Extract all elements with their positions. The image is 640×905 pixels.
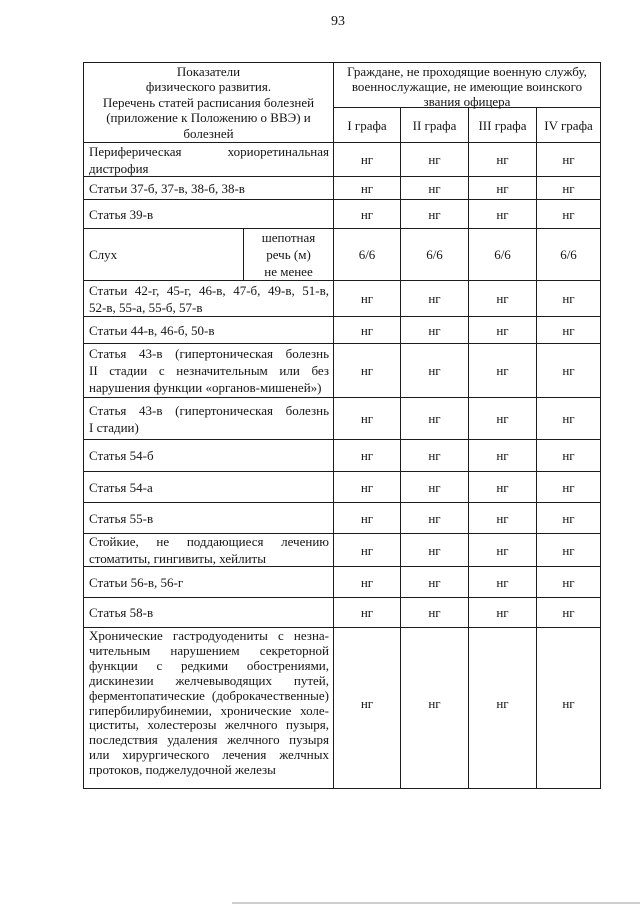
row-indicator-line: дистрофия: [89, 160, 149, 176]
row-indicator-line: Статьи 42-г, 45-г, 46-в, 47-б, 49-в, 51-в,: [89, 282, 329, 298]
row-indicator-line: Стойкие, не поддающиеся лечению: [89, 534, 329, 549]
row-value-grafa-2: нг: [401, 534, 469, 567]
table-row: [84, 200, 601, 229]
row-value-grafa-4: нг: [537, 398, 601, 440]
row-value-grafa-1: нг: [334, 398, 401, 440]
header-indicators-line: (приложение к Положению о ВВЭ) и: [106, 110, 311, 126]
table-row: [84, 317, 601, 344]
row-indicator-condition-line: речь (м): [266, 247, 311, 262]
table-row: [84, 628, 601, 789]
row-indicator: [84, 281, 334, 317]
row-value-grafa-3: нг: [469, 177, 537, 200]
row-indicator-line: протоков, поджелудочной железы: [89, 762, 276, 778]
row-value-grafa-3: нг: [469, 534, 537, 567]
row-value-grafa-1: нг: [334, 628, 401, 789]
row-value-grafa-2: нг: [401, 143, 469, 177]
row-value-grafa-4: нг: [537, 628, 601, 789]
row-indicator-line: ферментопатические (доброкачественные): [89, 687, 329, 703]
row-indicator-line: Статьи 44-в, 46-б, 50-в: [89, 322, 215, 338]
row-indicator: [84, 472, 334, 503]
row-value-grafa-1: нг: [334, 281, 401, 317]
header-indicators-line: Показатели: [176, 63, 241, 79]
row-indicator-line: Статьи 37-б, 37-в, 38-б, 38-в: [89, 180, 245, 196]
row-value-grafa-4: нг: [537, 567, 601, 598]
row-value-grafa-1: нг: [334, 317, 401, 344]
row-indicator-line: Хронические гастродуодениты с незна-: [89, 628, 329, 643]
row-value-grafa-1: 6/6: [334, 229, 401, 281]
row-value-grafa-4: нг: [537, 344, 601, 398]
row-indicator-line: гипербилирубинемии, хронические холе-: [89, 702, 329, 718]
row-indicator-line: Периферическая хориоретинальная: [89, 143, 329, 159]
table-row: [84, 598, 601, 628]
row-indicator: [84, 398, 334, 440]
row-value-grafa-1: нг: [334, 598, 401, 628]
row-value-grafa-1: нг: [334, 440, 401, 472]
row-indicator-line: Статья 54-б: [89, 448, 154, 463]
row-value-grafa-4: нг: [537, 534, 601, 567]
row-value-grafa-2: нг: [401, 281, 469, 317]
header-group: [334, 63, 601, 108]
row-value-grafa-3: нг: [469, 628, 537, 789]
row-value-grafa-1: нг: [334, 177, 401, 200]
row-indicator: [84, 143, 334, 177]
row-value-grafa-3: нг: [469, 440, 537, 472]
header-group-line: военнослужащие, не имеющие воинского: [351, 79, 583, 94]
row-value-grafa-2: нг: [401, 472, 469, 503]
table-body: [84, 143, 601, 789]
row-value-grafa-3: нг: [469, 344, 537, 398]
table-row: [84, 229, 601, 281]
row-value-grafa-2: нг: [401, 598, 469, 628]
row-value-grafa-4: нг: [537, 200, 601, 229]
row-indicator-line: стоматиты, гингивиты, хейлиты: [89, 551, 266, 566]
header-group-line: Граждане, не проходящие военную службу,: [347, 64, 587, 79]
row-value-grafa-4: нг: [537, 440, 601, 472]
row-value-grafa-2: нг: [401, 344, 469, 398]
table-row: [84, 503, 601, 534]
row-indicator-line: Статья 43-в (гипертоническая болезнь: [89, 346, 329, 361]
row-indicator: [84, 503, 334, 534]
row-value-grafa-2: нг: [401, 200, 469, 229]
row-indicator-line: II стадии с незначительным или без: [89, 363, 329, 378]
row-indicator-line: или хирургического лечения желчных: [89, 747, 329, 763]
header-indicators-line: физического развития.: [145, 79, 272, 95]
row-value-grafa-3: нг: [469, 317, 537, 344]
row-indicator-line: Статья 54-а: [89, 479, 153, 495]
row-value-grafa-2: нг: [401, 628, 469, 789]
row-indicator-line: последствия удаления желчного пузыря: [89, 732, 329, 748]
row-value-grafa-1: нг: [334, 200, 401, 229]
table-row: [84, 440, 601, 472]
row-indicator: [84, 567, 334, 598]
row-value-grafa-3: нг: [469, 567, 537, 598]
column-header-grafa-1: I графа: [334, 108, 401, 143]
header-group-line: звания офицера: [423, 94, 511, 109]
table-row: [84, 472, 601, 503]
row-value-grafa-1: нг: [334, 344, 401, 398]
row-indicator-line: Статья 55-в: [89, 510, 154, 526]
row-indicator: [84, 344, 334, 398]
row-indicator: [84, 440, 334, 472]
table-header: [84, 63, 601, 143]
table-row: [84, 344, 601, 398]
row-indicator-line: 52-в, 55-а, 55-б, 57-в: [89, 299, 203, 315]
row-indicator-condition: [244, 229, 334, 281]
scan-edge-line: [232, 902, 640, 904]
row-indicator-line: Статьи 56-в, 56-г: [89, 574, 184, 590]
table-row: [84, 177, 601, 200]
row-value-grafa-1: нг: [334, 472, 401, 503]
row-value-grafa-3: нг: [469, 503, 537, 534]
row-value-grafa-1: нг: [334, 143, 401, 177]
row-value-grafa-2: нг: [401, 398, 469, 440]
row-indicator: [84, 534, 334, 567]
fitness-requirements-table: [83, 62, 601, 789]
row-indicator: [84, 317, 334, 344]
row-indicator: [84, 177, 334, 200]
header-indicators: [84, 63, 334, 143]
header-indicators-line: Перечень статей расписания болезней: [102, 94, 315, 110]
header-indicators-line: болезней: [183, 125, 234, 141]
row-indicator: [84, 229, 244, 281]
row-indicator-line: дискинезии желчевыводящих путей,: [89, 672, 329, 688]
row-value-grafa-1: нг: [334, 567, 401, 598]
table-row: [84, 567, 601, 598]
row-indicator-line: Слух: [89, 247, 118, 262]
row-value-grafa-2: нг: [401, 567, 469, 598]
row-indicator-condition-line: не менее: [264, 264, 313, 279]
row-value-grafa-4: 6/6: [537, 229, 601, 281]
row-value-grafa-4: нг: [537, 317, 601, 344]
column-header-grafa-2: II графа: [401, 108, 469, 143]
row-value-grafa-3: нг: [469, 281, 537, 317]
table-row: [84, 534, 601, 567]
table-row: [84, 143, 601, 177]
row-value-grafa-1: нг: [334, 534, 401, 567]
column-header-grafa-3: III графа: [469, 108, 537, 143]
row-value-grafa-2: нг: [401, 440, 469, 472]
row-indicator-condition-line: шепотная: [261, 230, 316, 245]
table-row: [84, 281, 601, 317]
row-indicator-line: Статья 58-в: [89, 605, 154, 620]
row-indicator: [84, 598, 334, 628]
row-indicator-line: функции с редкими обострениями,: [89, 657, 329, 673]
row-value-grafa-3: нг: [469, 200, 537, 229]
row-value-grafa-3: нг: [469, 398, 537, 440]
row-value-grafa-1: нг: [334, 503, 401, 534]
row-value-grafa-2: нг: [401, 317, 469, 344]
row-value-grafa-4: нг: [537, 281, 601, 317]
row-value-grafa-4: нг: [537, 143, 601, 177]
row-value-grafa-2: 6/6: [401, 229, 469, 281]
row-value-grafa-3: 6/6: [469, 229, 537, 281]
row-indicator-line: I стадии): [89, 419, 139, 435]
row-indicator: [84, 628, 334, 789]
row-value-grafa-4: нг: [537, 177, 601, 200]
row-indicator-line: Статья 43-в (гипертоническая болезнь: [89, 402, 329, 418]
table-row: [84, 398, 601, 440]
row-value-grafa-4: нг: [537, 472, 601, 503]
row-value-grafa-3: нг: [469, 472, 537, 503]
row-indicator-line: Статья 39-в: [89, 206, 154, 222]
row-value-grafa-4: нг: [537, 503, 601, 534]
page-number: 93: [331, 14, 345, 29]
row-value-grafa-4: нг: [537, 598, 601, 628]
column-header-grafa-4: IV графа: [537, 108, 601, 143]
row-value-grafa-2: нг: [401, 177, 469, 200]
row-value-grafa-2: нг: [401, 503, 469, 534]
row-indicator: [84, 200, 334, 229]
row-indicator-line: чительным нарушением секреторной: [89, 642, 329, 658]
row-indicator-line: нарушения функции «органов-мишеней»): [89, 380, 322, 395]
row-indicator-line: циститы, холестерозы желчного пузыря,: [89, 717, 329, 733]
row-value-grafa-3: нг: [469, 598, 537, 628]
row-value-grafa-3: нг: [469, 143, 537, 177]
